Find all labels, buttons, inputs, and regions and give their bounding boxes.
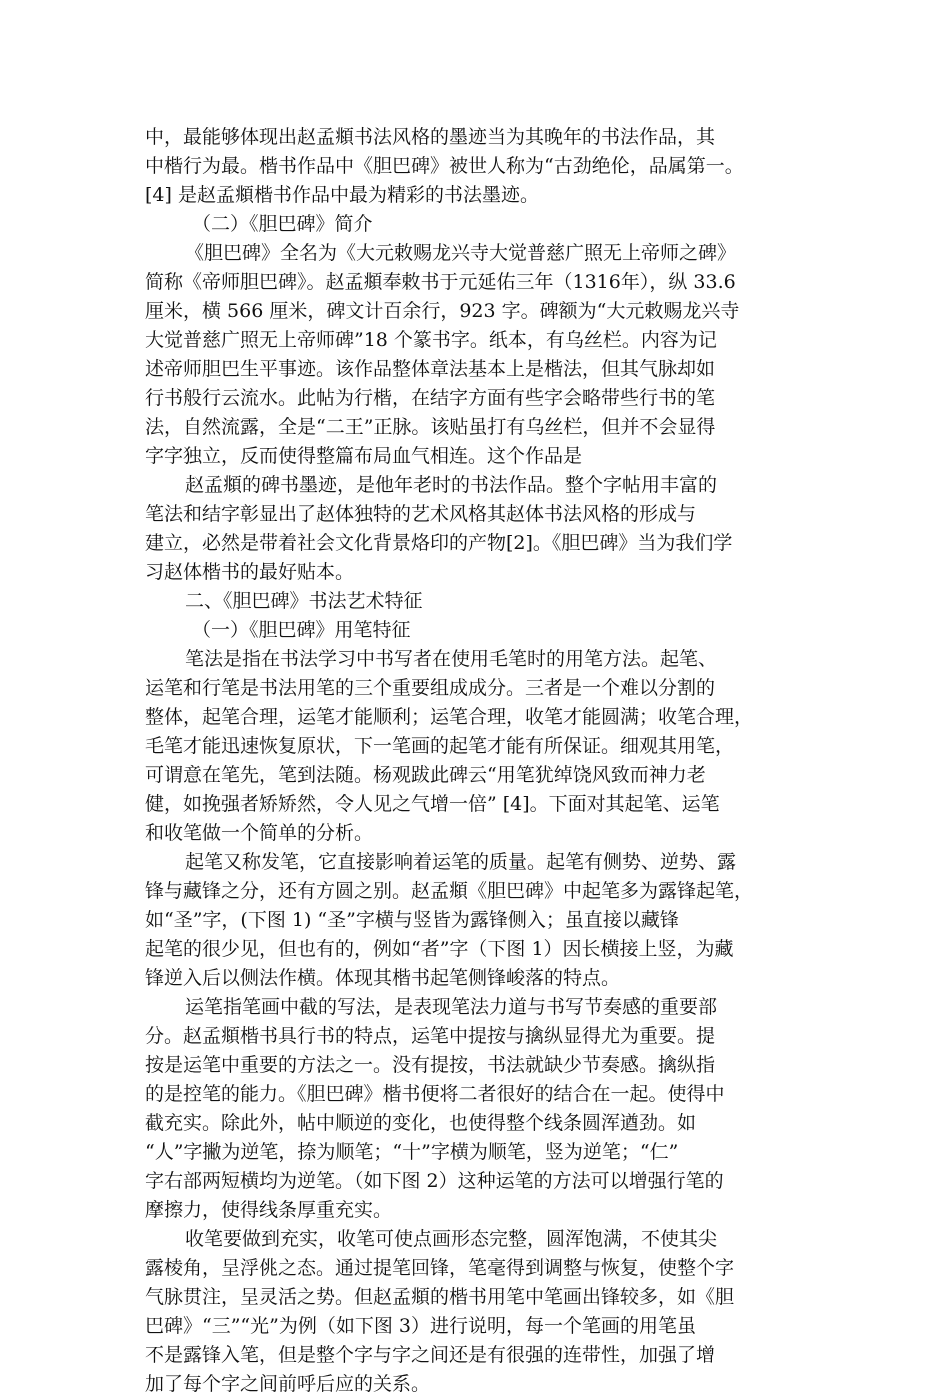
document-page	[145, 123, 810, 1399]
text-line: “人”字撇为逆笔，捺为顺笔；“十”字横为顺笔，竖为逆笔；“仁”	[145, 1141, 679, 1163]
text-line: 行书般行云流水。此帖为行楷，在结字方面有些字会略带些行书的笔	[145, 387, 716, 409]
text-line: 可谓意在笔先，笔到法随。杨观跋此碑云“用笔犹绰饶风致而神力老	[145, 764, 706, 786]
text-line: 建立，必然是带着社会文化背景烙印的产物[2]。《胆巴碑》当为我们学	[145, 532, 733, 554]
text-line: 毛笔才能迅速恢复原状，下一笔画的起笔才能有所保证。细观其用笔，	[145, 735, 735, 757]
text-line: 按是运笔中重要的方法之一。没有提按，书法就缺少节奏感。擒纵指	[145, 1054, 716, 1076]
text-line: 整体，起笔合理，运笔才能顺利；运笔合理，收笔才能圆满；收笔合理，	[145, 706, 754, 728]
text-line: 收笔要做到充实，收笔可使点画形态完整，圆浑饱满，不使其尖	[185, 1228, 718, 1250]
text-line: 锋与藏锋之分，还有方圆之别。赵孟頫《胆巴碑》中起笔多为露锋起笔，	[145, 880, 754, 902]
text-line: 字字独立，反而使得整篇布局血气相连。这个作品是	[145, 445, 583, 467]
text-line: 巴碑》“三”“光”为例（如下图 3）进行说明，每一个笔画的用笔虽	[145, 1315, 696, 1337]
text-line: 加了每个字之间前呼后应的关系。	[145, 1373, 431, 1395]
text-line: [4] 是赵孟頫楷书作品中最为精彩的书法墨迹。	[145, 184, 539, 206]
text-line: 分。赵孟頫楷书具行书的特点，运笔中提按与擒纵显得尤为重要。提	[145, 1025, 716, 1047]
text-line: 字右部两短横均为逆笔。（如下图 2）这种运笔的方法可以增强行笔的	[145, 1170, 724, 1192]
text-line: 厘米，横 566 厘米，碑文计百余行，923 字。碑额为“大元敕赐龙兴寺	[145, 300, 740, 322]
text-line: 起笔的很少见，但也有的，例如“者”字（下图 1）因长横接上竖，为藏	[145, 938, 734, 960]
text-line: 习赵体楷书的最好贴本。	[145, 561, 355, 583]
text-line: 气脉贯注，呈灵活之势。但赵孟頫的楷书用笔中笔画出锋较多，如《胆	[145, 1286, 735, 1308]
text-line: 运笔和行笔是书法用笔的三个重要组成成分。三者是一个难以分割的	[145, 677, 716, 699]
text-line: 的是控笔的能力。《胆巴碑》楷书便将二者很好的结合在一起。使得中	[145, 1083, 725, 1105]
text-line: 运笔指笔画中截的写法，是表现笔法力道与书写节奏感的重要部	[185, 996, 718, 1018]
text-line: 起笔又称发笔，它直接影响着运笔的质量。起笔有侧势、逆势、露	[185, 851, 737, 873]
text-line: 简称《帝师胆巴碑》。赵孟頫奉敕书于元延佑三年（1316年），纵 33.6	[145, 271, 736, 293]
text-line: 不是露锋入笔，但是整个字与字之间还是有很强的连带性，加强了增	[145, 1344, 716, 1366]
text-line: 二、《胆巴碑》书法艺术特征	[185, 590, 423, 612]
text-line: 笔法是指在书法学习中书写者在使用毛笔时的用笔方法。起笔、	[185, 648, 718, 670]
text-line: 摩擦力，使得线条厚重充实。	[145, 1199, 393, 1221]
text-line: （二）《胆巴碑》简介	[192, 213, 373, 235]
text-line: 中，最能够体现出赵孟頫书法风格的墨迹当为其晚年的书法作品，其	[145, 126, 716, 148]
text-line: 和收笔做一个简单的分析。	[145, 822, 374, 844]
text-line: 《胆巴碑》全名为《大元敕赐龙兴寺大觉普慈广照无上帝师之碑》	[185, 242, 737, 264]
text-line: 截充实。除此外，帖中顺逆的变化，也使得整个线条圆浑遒劲。如	[145, 1112, 697, 1134]
text-line: 笔法和结字彰显出了赵体独特的艺术风格其赵体书法风格的形成与	[145, 503, 697, 525]
text-line: 赵孟頫的碑书墨迹，是他年老时的书法作品。整个字帖用丰富的	[185, 474, 718, 496]
text-line: 大觉普慈广照无上帝师碑”18 个篆书字。纸本，有乌丝栏。内容为记	[145, 329, 717, 351]
text-line: 法，自然流露，全是“二王”正脉。该贴虽打有乌丝栏，但并不会显得	[145, 416, 716, 438]
text-line: 述帝师胆巴生平事迹。该作品整体章法基本上是楷法，但其气脉却如	[145, 358, 716, 380]
text-line: 健，如挽强者矫矫然，令人见之气增一倍” [4]。下面对其起笔、运笔	[145, 793, 720, 815]
text-line: 锋逆入后以侧法作横。体现其楷书起笔侧锋峻落的特点。	[145, 967, 621, 989]
text-line: 露棱角，呈浮佻之态。通过提笔回锋，笔毫得到调整与恢复，使整个字	[145, 1257, 735, 1279]
text-line: （一）《胆巴碑》用笔特征	[192, 619, 411, 641]
text-line: 中楷行为最。楷书作品中《胆巴碑》被世人称为“古劲绝伦，品属第一。	[145, 155, 744, 177]
text-line: 如“圣”字，(下图 1) “圣”字横与竖皆为露锋侧入；虽直接以藏锋	[145, 909, 679, 931]
